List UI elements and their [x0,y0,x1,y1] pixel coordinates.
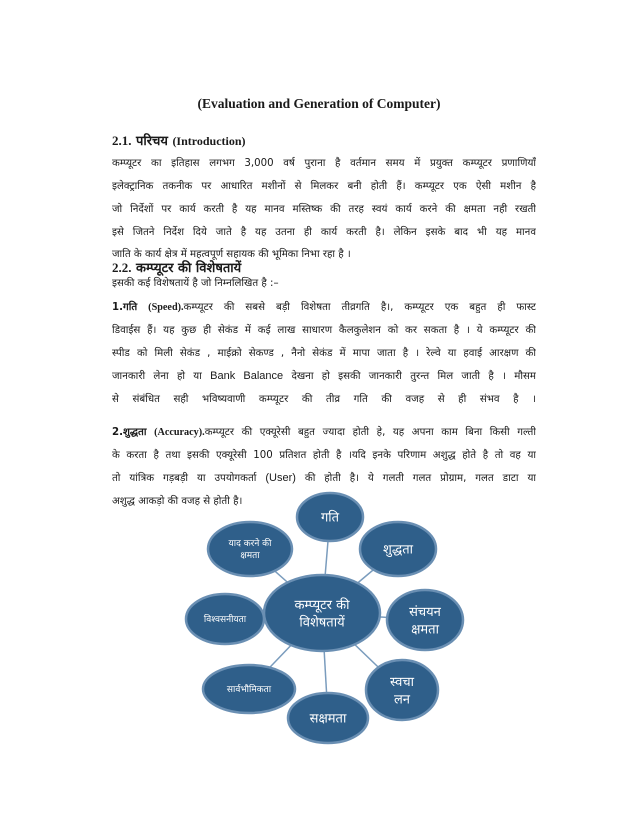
node-universality [203,665,295,713]
accuracy-label: 2.शुद्धता [112,427,147,438]
paragraph-line: कम्प्यूटर का इतिहास लगभग 3,000 वर्ष पुराना है वर्तमान समय में प्रयुक्त कम्प्यूटर प्रणाणियाँ [112,158,536,169]
node-storage-label: क्षमता [411,622,439,638]
center-node-label: विशेषतायें [299,615,345,631]
center-node [264,575,380,651]
section-number: 2.2. [112,260,132,275]
node-speed-label: गति [320,510,340,526]
node-memory-label: याद करने की [228,539,272,550]
text-fragment: की होती है। ये गलती गलत प्रोग्राम, गलत डाटा या [304,473,536,484]
paragraph-line: स्पीड को मिली सेकंड , माईक्रो सेकण्ड , नैनो सेकंड में मापा जाता है । रेल्वे या हवाई आरक्षण की [112,348,536,359]
text-fragment: जानकारी लेना हो या [112,371,202,382]
section-number: 2.1. [112,133,132,148]
node-automation [366,660,438,720]
node-speed [297,493,363,541]
paragraph-line: इलेक्ट्रानिक तकनीक पर आधारित मशीनों से मिलकर बनी होती हैं। कम्प्यूटर एक ऐसी मशीन है [112,181,536,192]
node-reliability [186,594,264,644]
latin-text: (User) [265,472,296,484]
latin-text: Bank Balance [210,370,284,382]
node-universality-label: सार्वभौमिकता [226,685,272,696]
node-reliability-label: विश्वसनीयता [203,615,247,626]
text-fragment: देखना हो इसकी जानकारी तुरन्त मिल जाती है । मौसम [291,371,536,382]
node-ellipse [366,660,438,720]
paragraph-line: जो निर्देशों पर कार्य करती है यह मानव मस्तिष्क की तरह स्वयं कार्य करने की क्षमता नही रखती [112,204,536,215]
paragraph-line: जाति के कार्य क्षेत्र में महत्वपूर्ण सहायक की भूमिका निभा रहा है । [112,249,351,260]
center-ellipse [264,575,380,651]
accuracy-text: कम्प्यूटर की एक्यूरेसी बहुत ज्यादा होती हे, यह अपना काम बिना किसी गल्ती [204,427,536,438]
node-ellipse [387,590,463,650]
node-automation-label: स्वचा [390,674,414,690]
paragraph-line: इसे जितने निर्देश दिये जाते है यह उतना ही कार्य करती है। लेकिन इसके बाद भी यह मानव [112,227,536,238]
speed-label-english: (Speed). [148,302,184,313]
node-memory [208,522,292,576]
node-memory-label: क्षमता [240,551,260,562]
node-storage [387,590,463,650]
paragraph-line: अशुद्ध आकड़ो की वजह से होती है। [112,496,243,507]
accuracy-label-english: (Accuracy). [154,427,205,438]
node-capability [288,693,368,743]
section-title-hindi: परिचय [136,134,168,149]
speed-text: कम्प्यूटर की सबसे बड़ी विशेषता तीव्रगति है।, कम्प्यूटर एक बहुत ही फास्ट [183,302,536,313]
node-capability-label: सक्षमता [309,711,347,727]
node-storage-label: संचयन [409,604,441,620]
node-accuracy-label: शुद्धता [382,542,414,558]
paragraph-line: से संबंधित सही भविष्यवाणी कम्प्यूटर की तीव्र गति की वजह से ही संभव है । [112,394,536,405]
speed-label: 1.गति [112,302,138,313]
paragraph-line: के करता है तथा इसकी एक्यूरेसी 100 प्रतिशत होती है ।यदि इनके परिणाम अशुद्ध होते है तो वह या [112,450,536,461]
section-title-hindi: कम्प्यूटर की विशेषतायें [136,261,242,276]
paragraph-line: डिवाईस हैं। यह कुछ ही सेकंड में कई लाख साधारण कैलकुलेशन को कर सकता है । ये कम्प्यूटर की [112,325,536,336]
node-automation-label: लन [393,692,411,708]
text-fragment: तो यांत्रिक गड़बड़ी या उपयोगकर्ता [112,473,257,484]
node-accuracy [360,522,436,576]
document-title: (Evaluation and Generation of Computer) [197,96,441,111]
center-node-label: कम्प्यूटर की [294,597,350,613]
intro-line: इसकी कई विशेषतायें है जो निम्नलिखित है :– [112,278,279,289]
section-title-english: (Introduction) [172,134,246,148]
